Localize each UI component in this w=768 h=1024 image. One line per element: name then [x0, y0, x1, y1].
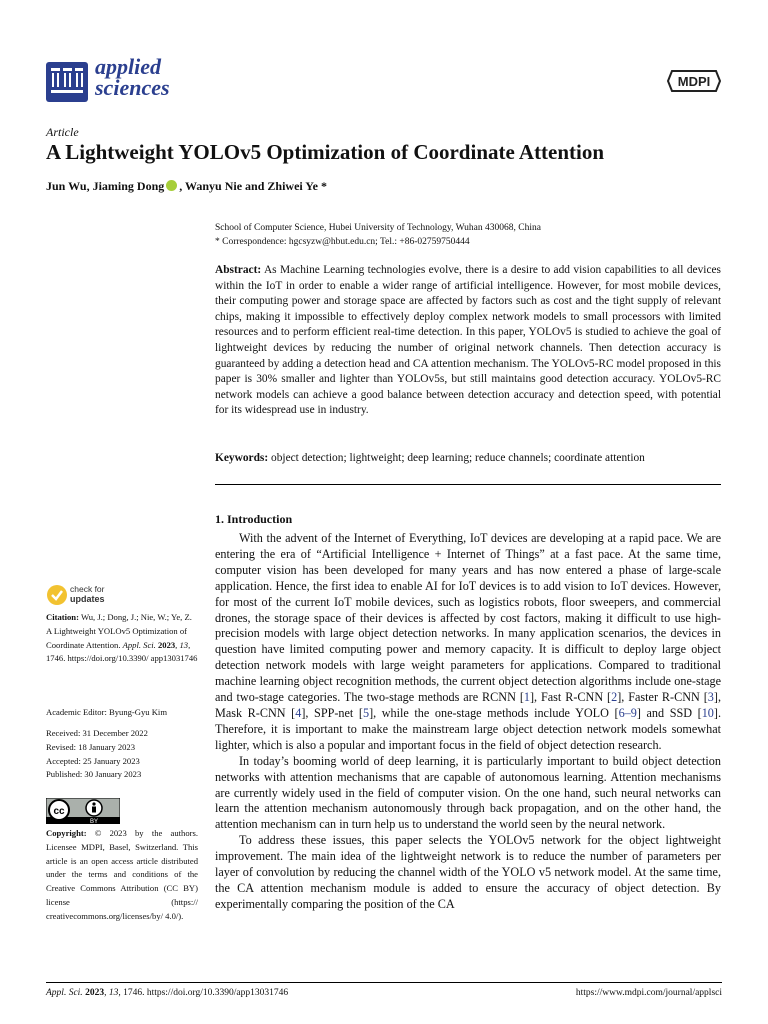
text-run: With the advent of the Internet of Everything, IoT devices are developing at a rapid pace. We are entering the era of “Artificial Intelligence + Internet of Things” at a fast pace. At the same time, computer vision has been developed for many years and has now entered a phase of large-scale application. Hence, the first idea to enable AI for IoT devices is to add vision to IoT devices. However, for most of the current IoT mobile devices, such as logistics robots, floor sweepers, and commercial drones, the storage space of their devices is affected by cost factors, making it difficult to use high-precision models with large object detection networks. In many application scenarios, the devices in question have limited computing power and memory capacity. It is difficult to deploy large object detection network models with large weight parameters for applications. Compared to traditional machine learning object recognition methods, the current object detection algorithms include one-stage and two-stage categories. The two-stage methods are RCNN [: [215, 531, 721, 705]
copyright-label: Copyright:: [46, 828, 87, 838]
text-run: ], Fast R-CNN [: [529, 690, 612, 705]
citation-volume: 13: [179, 639, 189, 650]
citation-block: Citation: Wu, J.; Dong, J.; Nie, W.; Ye, Z. A Lightweight YOLOv5 Optimization of Coordinate Attention. Appl. Sci. 2023, 13, 1746. https://doi.org/10.3390/ app13031746: [46, 612, 198, 664]
footer-doi-link[interactable]: , 1746. https://doi.org/10.3390/app13031746: [118, 988, 289, 998]
journal-name-line1: applied: [95, 54, 161, 79]
footer-volume: 13: [108, 988, 119, 998]
abstract-text: As Machine Learning technologies evolve, there is a desire to add vision capabilities to all devices within the IoT in order to enable a wider range of artificial intelligence. However, for most mobile devices, their computing power and storage space are affected by factors such as cost and the tight supply of relevant chips, making it impossible to effectively deploy complex network models to small processors with limited resources and to perform efficient real-time detection. In this paper, YOLOv5 is studied to achieve the goal of lightweight devices by reducing the number of original network channels. Then detection accuracy is guaranteed by adding a detection head and CA attention mechanism. The YOLOv5-RC model proposed in this paper is 30% smaller and lighter than YOLOv5s, but still maintains good detection accuracy. YOLOv5-RC network models can achieve a good balance between detection accuracy and detection speed, with potential for its widespread use in industry.: [215, 264, 721, 417]
intro-paragraph-1: [215, 531, 721, 754]
correspondence-line: * Correspondence: hgcsyzw@hbut.edu.cn; Tel.: +86-02759750444: [215, 237, 470, 247]
published-date: Published: 30 January 2023: [46, 769, 142, 780]
citation-label: Citation:: [46, 612, 79, 622]
text-run: ], Mask R-CNN [: [215, 690, 721, 720]
author-list: [46, 179, 327, 194]
citation-link[interactable]: 2: [611, 690, 618, 705]
check-for-updates-link[interactable]: [70, 584, 105, 604]
affiliation-block: [215, 221, 541, 249]
text-run: ], while the one-stage methods include YOLO [: [369, 705, 619, 720]
copyright-text: © 2023 by the authors. Licensee MDPI, Basel, Switzerland. This article is an open access article distributed under the terms and conditions of the Creative Commons Attribution (CC BY) license (https:// creativecommons.org/licenses/by/ 4.0/).: [46, 828, 198, 921]
received-date: Received: 31 December 2022: [46, 728, 148, 738]
orcid-icon[interactable]: [166, 180, 177, 191]
keywords-label: Keywords:: [215, 452, 269, 464]
citation-journal: Appl. Sci.: [122, 639, 156, 650]
publisher-label: MDPI: [677, 74, 711, 89]
text-run: ], Faster R-CNN [: [617, 690, 708, 705]
section-heading: 1. Introduction: [215, 512, 293, 526]
citation-link[interactable]: 5: [362, 705, 370, 720]
abstract: [215, 263, 721, 419]
citation-link[interactable]: 10: [701, 705, 714, 720]
citation-link[interactable]: 6–9: [618, 705, 637, 720]
article-type: Article: [46, 125, 79, 139]
intro-body: [215, 531, 721, 913]
footer-journal: Appl. Sci.: [46, 988, 83, 998]
intro-paragraph-3: To address these issues, this paper selects the YOLOv5 network for the object lightweight improvement. The main idea of the lightweight network is to reduce the number of parameters per layer of convolution by reducing the channel width of the YOLO v5 network model. At the same time, the CA attention mechanism module is added to ensure the accuracy of object detection. By experimentally comparing the position of the CA: [215, 833, 721, 911]
authors-part2: , Wanyu Nie and Zhiwei Ye *: [179, 179, 327, 193]
journal-name-line2: sciences: [95, 75, 170, 100]
keywords: [215, 451, 721, 467]
text-run: ], SPP-net [: [301, 705, 363, 720]
affiliation-line: School of Computer Science, Hubei University of Technology, Wuhan 430068, China: [215, 223, 541, 233]
text-run: ] and SSD [: [636, 705, 702, 720]
abstract-label: Abstract:: [215, 264, 262, 276]
keywords-text: object detection; lightweight; deep learning; reduce channels; coordinate attention: [271, 452, 645, 464]
text-run: ]. Therefore, it is important to make the mainstream large object detection network models somewhat lighter, which is also a popular and important focus in the field of object detection research.: [215, 705, 721, 752]
revised-date: Revised: 18 January 2023: [46, 741, 136, 752]
citation-doi[interactable]: , 1746. https://doi.org/10.3390/ app13031746: [46, 639, 198, 664]
svg-text:cc: cc: [53, 806, 65, 817]
copyright-block: [46, 827, 198, 924]
footer-divider: [46, 982, 722, 983]
academic-editor: Academic Editor: Byung-Gyu Kim: [46, 707, 168, 717]
accepted-date: Accepted: 25 January 2023: [46, 755, 140, 766]
check-for-updates-icon[interactable]: [46, 584, 68, 606]
citation-link[interactable]: 3: [707, 690, 714, 705]
mdpi-logo-icon: [666, 67, 722, 95]
footer-journal-url[interactable]: https://www.mdpi.com/journal/applsci: [575, 988, 722, 998]
paper-title: A Lightweight YOLOv5 Optimization of Coordinate Attention: [46, 140, 605, 164]
citation-link[interactable]: 4: [295, 705, 302, 720]
cc-badge-label: BY: [89, 819, 99, 824]
check-line1: check for: [70, 584, 105, 594]
intro-paragraph-2: In today’s booming world of deep learning, it is particularly important to build object detection networks with attention mechanisms that are capable of autonomous learning. Attention mechanisms are currently widely used in the field of computer vision. On the one hand, such neural networks can learn the attention mechanism autonomously through back propagation, and on the other hand, the attention mechanism can in turn help us to understand the world seen by the neural network.: [215, 753, 721, 832]
check-line2: updates: [70, 594, 105, 604]
citation-link[interactable]: 1: [523, 690, 530, 705]
citation-text: Wu, J.; Dong, J.; Nie, W.; Ye, Z. A Lightweight YOLOv5 Optimization of Coordinate Attention.: [46, 612, 192, 650]
dates-block: [46, 727, 198, 782]
journal-logo-icon: [46, 62, 88, 102]
authors-part1: Jun Wu, Jiaming Dong: [46, 179, 165, 193]
section-divider: [215, 484, 721, 485]
journal-name: [95, 56, 170, 98]
citation-year: 2023: [157, 639, 176, 650]
cc-by-license-icon[interactable]: [46, 798, 120, 824]
footer-year: 2023: [85, 988, 105, 998]
footer-citation: Appl. Sci. 2023, 13, 1746. https://doi.org/10.3390/app13031746: [46, 988, 289, 998]
